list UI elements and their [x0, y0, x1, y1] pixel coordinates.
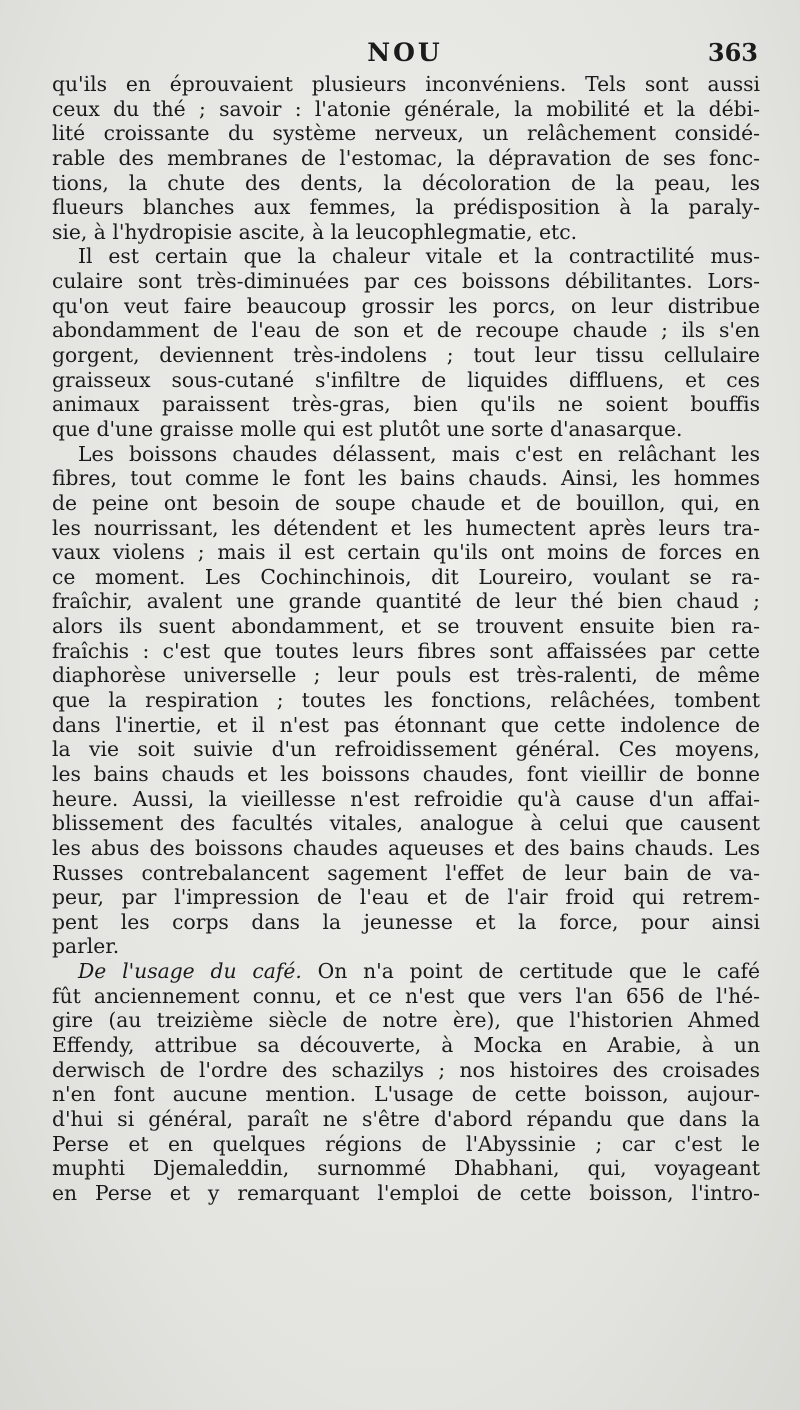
text-line: n'en font aucune mention. L'usage de cette boisson, aujour-: [52, 1082, 760, 1107]
text-line: animaux paraissent très-gras, bien qu'ils ne soient bouffis: [52, 392, 760, 417]
text-line: alors ils suent abondamment, et se trouvent ensuite bien ra-: [52, 614, 760, 639]
paragraph: [52, 72, 760, 244]
text-line: les bains chauds et les boissons chaudes, font vieillir de bonne: [52, 761, 760, 786]
text-line: que d'une graisse molle qui est plutôt une sorte d'anasarque.: [52, 416, 683, 441]
text-line: peur, par l'impression de l'eau et de l'air froid qui retrem-: [52, 885, 760, 910]
text-line: dans l'inertie, et il n'est pas étonnant que cette indolence de: [52, 712, 760, 737]
text-line: gire (au treizième siècle de notre ère), que l'historien Ahmed: [52, 1008, 760, 1033]
text-line: lité croissante du système nerveux, un relâchement considé-: [52, 121, 760, 146]
text-line: heure. Aussi, la vieillesse n'est refroidie qu'à cause d'un affai-: [52, 786, 760, 811]
text-line: les nourrissant, les détendent et les humectent après leurs tra-: [52, 515, 760, 540]
paragraph: [52, 442, 760, 959]
text-line: que la respiration ; toutes les fonctions, relâchées, tombent: [52, 688, 760, 713]
text-line: la vie soit suivie d'un refroidissement général. Ces moyens,: [52, 737, 760, 762]
text-line: rable des membranes de l'estomac, la dépravation de ses fonc-: [52, 145, 760, 170]
text-line: graisseux sous-cutané s'infiltre de liquides diffluens, et ces: [52, 367, 760, 392]
text-line: qu'ils en éprouvaient plusieurs inconvéniens. Tels sont aussi: [52, 72, 760, 96]
text-line: tions, la chute des dents, la décoloration de la peau, les: [52, 170, 760, 195]
text-line: Il est certain que la chaleur vitale et la contractilité mus-: [78, 244, 760, 269]
text-line: culaire sont très-diminuées par ces boissons débilitantes. Lors-: [52, 269, 760, 294]
text-line: d'hui si général, paraît ne s'être d'abord répandu que dans la: [52, 1106, 760, 1131]
section-heading: De l'usage du café.: [78, 959, 302, 984]
paragraph: [52, 244, 760, 441]
text-line: Les boissons chaudes délassent, mais c'est en relâchant les: [78, 441, 760, 466]
text-line: abondamment de l'eau de son et de recoupe chaude ; ils s'en: [52, 318, 760, 343]
text-line: Effendy, attribue sa découverte, à Mocka en Arabie, à un: [52, 1032, 760, 1057]
text-line: vaux violens ; mais il est certain qu'ils ont moins de forces en: [52, 540, 760, 565]
text-line: en Perse et y remarquant l'emploi de cette boisson, l'intro-: [52, 1180, 760, 1205]
paragraph: [52, 959, 760, 1205]
text-line: fût anciennement connu, et ce n'est que vers l'an 656 de l'hé-: [52, 983, 760, 1008]
text-line: muphti Djemaleddin, surnommé Dhabhani, qui, voyageant: [52, 1156, 760, 1181]
text-line: fibres, tout comme le font les bains chauds. Ainsi, les hommes: [52, 466, 760, 491]
text-line: flueurs blanches aux femmes, la prédisposition à la paraly-: [52, 195, 760, 220]
text-line: diaphorèse universelle ; leur pouls est très-ralenti, de même: [52, 663, 760, 688]
text-line: fraîchis : c'est que toutes leurs fibres sont affaissées par cette: [52, 638, 760, 663]
text-line: gorgent, deviennent très-indolens ; tout leur tissu cellulaire: [52, 343, 760, 368]
page-number: 363: [707, 38, 758, 67]
text-line: fraîchir, avalent une grande quantité de leur thé bien chaud ;: [52, 589, 760, 614]
text-line: sie, à l'hydropisie ascite, à la leucophlegmatie, etc.: [52, 219, 578, 244]
text-line: [52, 959, 760, 984]
text-line: de peine ont besoin de soupe chaude et de bouillon, qui, en: [52, 490, 760, 515]
text-line: Russes contrebalancent sagement l'effet de leur bain de va-: [52, 860, 760, 885]
text-run: On n'a point de certitude que le café: [301, 959, 760, 984]
text-line: les abus des boissons chaudes aqueuses et des bains chauds. Les: [52, 835, 760, 860]
running-head: NOU: [367, 38, 443, 67]
text-line: blissement des facultés vitales, analogue à celui que causent: [52, 811, 760, 836]
text-line: Perse et en quelques régions de l'Abyssinie ; car c'est le: [52, 1131, 760, 1156]
text-line: ceux du thé ; savoir : l'atonie générale, la mobilité et la débi-: [52, 96, 760, 121]
text-line: derwisch de l'ordre des schazilys ; nos histoires des croisades: [52, 1057, 760, 1082]
text-line: ce moment. Les Cochinchinois, dit Loureiro, voulant se ra-: [52, 564, 760, 589]
text-line: qu'on veut faire beaucoup grossir les porcs, on leur distribue: [52, 293, 760, 318]
body-text: [52, 72, 760, 1205]
text-line: parler.: [52, 934, 120, 959]
text-line: pent les corps dans la jeunesse et la force, pour ainsi: [52, 909, 760, 934]
